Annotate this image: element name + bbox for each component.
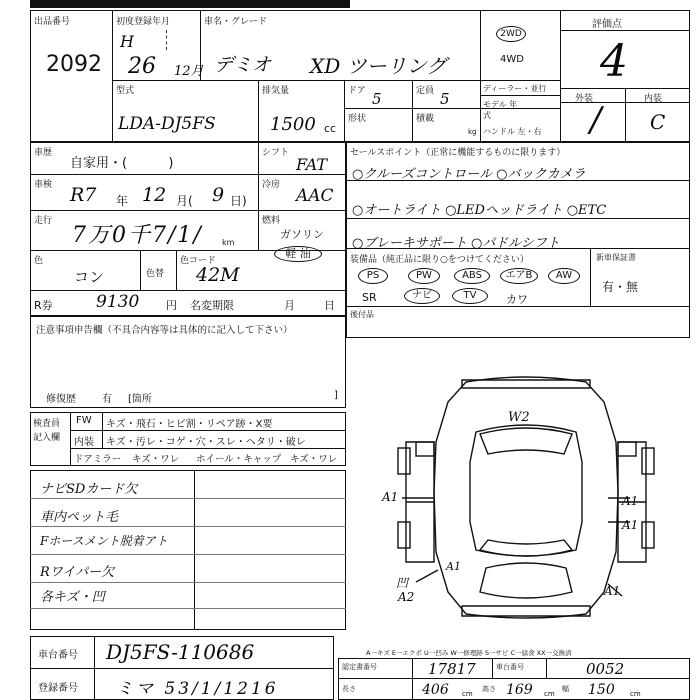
inspection-day: 9 — [212, 184, 225, 206]
after-label: 後付品 — [350, 310, 374, 319]
kg-unit: kg — [468, 128, 477, 136]
reg-year: 26 — [128, 54, 156, 79]
inspector-note-3: Fホースメント脱着アト — [40, 534, 168, 548]
color-code-label: 色コード — [180, 256, 217, 266]
inspector-note-5: 各キズ・凹 — [40, 590, 105, 605]
new-car-value: 有・無 — [602, 280, 639, 294]
repair-label: 修復歴 — [46, 394, 76, 405]
inspection-no-label: 認定書番号 — [342, 663, 377, 671]
mark-a2: A2 — [398, 590, 415, 604]
mark-a1-rear: A1 — [446, 560, 461, 573]
inspector-label-2: 記入欄 — [33, 433, 61, 443]
km-unit: km — [222, 238, 235, 247]
fuel-light-circle: 軽 油 — [274, 246, 322, 262]
mileage-label: 走行 — [34, 216, 53, 226]
equip-aw: AW — [548, 268, 580, 284]
model-code: LDA-DJ5FS — [118, 114, 216, 134]
displacement-label: 排気量 — [262, 86, 290, 96]
sales-line-3: ○ブレーキサポート ○パドルシフト — [352, 236, 560, 251]
reg-month: 12月 — [174, 64, 204, 79]
score-label: 評価点 — [592, 19, 622, 30]
month-label: 月 — [284, 299, 295, 312]
equip-leather: カワ — [506, 293, 528, 306]
sales-label: セールスポイント（正常に機能するものに限ります） — [350, 148, 566, 158]
fw-items: キズ・飛石・ヒビ割・リペア跡・X要 — [106, 419, 273, 430]
height-value: 169 — [506, 682, 533, 698]
ac-label: 冷房 — [262, 180, 281, 190]
inspection-month: 12 — [142, 184, 167, 206]
capacity: 5 — [440, 90, 450, 108]
equip-pw: PW — [408, 268, 440, 284]
repair-place: [箇所 — [128, 394, 152, 405]
car-name-label: 車名・グレード — [204, 17, 268, 27]
color-change-label: 色替 — [146, 269, 165, 279]
interior-label: 内装 — [644, 94, 663, 104]
width-label: 幅 — [562, 685, 569, 693]
color: コン — [74, 268, 105, 286]
repair-has: 有 — [102, 394, 112, 405]
fuel: ガソリン — [280, 228, 324, 241]
fuel-label: 燃料 — [262, 216, 281, 226]
model-label: 型式 — [116, 86, 135, 96]
load-label: 積載 — [416, 114, 435, 124]
exterior-label: 外装 — [575, 94, 594, 104]
recycle-amount: 9130 — [96, 292, 140, 312]
recycle-label: R券 — [34, 299, 53, 312]
chassis-number: DJ5FS-110686 — [106, 640, 255, 664]
body-no2: 0052 — [586, 660, 625, 678]
ac: AAC — [296, 186, 334, 206]
car-name: デミオ — [214, 54, 272, 76]
length-value: 406 — [422, 682, 449, 698]
height-unit: cm — [544, 690, 555, 698]
shift: FAT — [296, 155, 328, 174]
interior-row-label: 内装 — [74, 437, 94, 448]
equip-airbag: エアB — [500, 268, 538, 284]
inspection-month-suffix: 月( — [176, 194, 193, 208]
yen-unit: 円 — [166, 299, 177, 312]
inspector-note-1: ナビSDカード欠 — [40, 482, 138, 497]
new-car-label: 新車保証書 — [596, 253, 636, 262]
height-label: 高さ — [482, 685, 496, 693]
shift-label: シフト — [262, 148, 290, 158]
fw-label: FW — [76, 415, 92, 426]
inspection-era: R7 — [70, 184, 97, 206]
wheel-items: キズ・ワレ — [290, 454, 338, 465]
equipment-label: 装備品（純正品に限り○をつけてください） — [350, 255, 529, 265]
displacement: 1500 — [270, 114, 316, 135]
interior-items: キズ・汚レ・コゲ・穴・スレ・ヘタリ・破レ — [106, 437, 306, 448]
equip-sr: SR — [362, 291, 377, 304]
reg-number: ミマ 53/1/1216 — [116, 679, 279, 699]
mirror-items: キズ・ワレ — [132, 454, 180, 465]
length-unit: cm — [462, 690, 473, 698]
exterior-grade: / — [590, 100, 602, 140]
color-code: 42M — [196, 264, 240, 286]
mirror-label: ドアミラー — [74, 454, 122, 465]
mark-a1-left: A1 — [382, 490, 399, 504]
inspector-note-2: 車内ペット毛 — [40, 510, 119, 525]
reg-label: 登録番号 — [38, 683, 78, 694]
notes-label: 注意事項申告欄（不具合内容等は具体的に記入して下さい） — [36, 325, 293, 336]
color-label: 色 — [34, 256, 44, 266]
lot-number: 2092 — [46, 52, 102, 77]
inspector-note-4: Rワイパー欠 — [40, 565, 115, 580]
usage-label: 車歴 — [34, 148, 53, 158]
cc-unit: cc — [324, 122, 337, 135]
length-label: 長さ — [342, 685, 356, 693]
model-year-label: モデル 年式 — [483, 100, 518, 120]
inspection-year-suffix: 年 — [116, 194, 129, 208]
interior-grade: C — [650, 110, 666, 134]
capacity-label: 定員 — [416, 86, 435, 96]
day-label: 日 — [324, 299, 335, 312]
inspection-day-suffix: 日) — [230, 194, 247, 208]
mileage: 7万0千7/1/ — [72, 223, 203, 248]
wheel-label: ホイール・キャップ — [196, 454, 282, 465]
body-no-label: 車台番号 — [496, 663, 524, 671]
inspector-label-1: 検査員 — [33, 419, 61, 429]
chassis-label: 車台番号 — [38, 650, 78, 661]
damage-legend: A一キズ E一エクボ U一凹み W一修理跡 S一サビ C一腐食 XX一交換済 — [366, 649, 572, 657]
top-title-strip — [30, 0, 350, 8]
mark-dent: 凹 — [396, 576, 409, 590]
era: H — [120, 32, 134, 51]
width-value: 150 — [588, 682, 615, 698]
lot-label: 出品番号 — [34, 17, 71, 27]
equip-ps: PS — [358, 268, 388, 284]
equip-tv: TV — [452, 288, 488, 304]
dealer-label: ディーラー・並行 — [483, 84, 547, 93]
shape-label: 形状 — [348, 114, 367, 124]
inspection-label: 車検 — [34, 180, 53, 190]
mark-a1-right-3: A1 — [604, 584, 621, 598]
sales-line-2: ○オートライト ○LEDヘッドライト ○ETC — [352, 203, 607, 218]
meigi-label: 名変期限 — [190, 299, 234, 312]
doors: 5 — [372, 90, 382, 108]
mark-a1-right-1: A1 — [622, 494, 639, 508]
drive-4wd: 4WD — [500, 54, 524, 65]
usage: 自家用・( ) — [70, 156, 174, 171]
sales-line-1: ○クルーズコントロール ○バックカメラ — [352, 167, 586, 182]
equip-abs: ABS — [454, 268, 490, 284]
grade: XD ツーリング — [310, 54, 447, 78]
score-value: 4 — [600, 36, 628, 87]
drive-2wd-circle: 2WD — [496, 26, 526, 42]
mark-a1-right-2: A1 — [622, 518, 639, 532]
first-reg-label: 初度登録年月 — [116, 17, 171, 27]
equip-navi: ナビ — [404, 288, 440, 304]
handle-label: ハンドル 左・右 — [483, 127, 542, 136]
mark-w2: W2 — [508, 410, 530, 425]
doors-label: ドア — [348, 86, 366, 96]
inspection-no: 17817 — [428, 660, 476, 678]
repair-close: ] — [334, 390, 338, 401]
width-unit: cm — [630, 690, 641, 698]
